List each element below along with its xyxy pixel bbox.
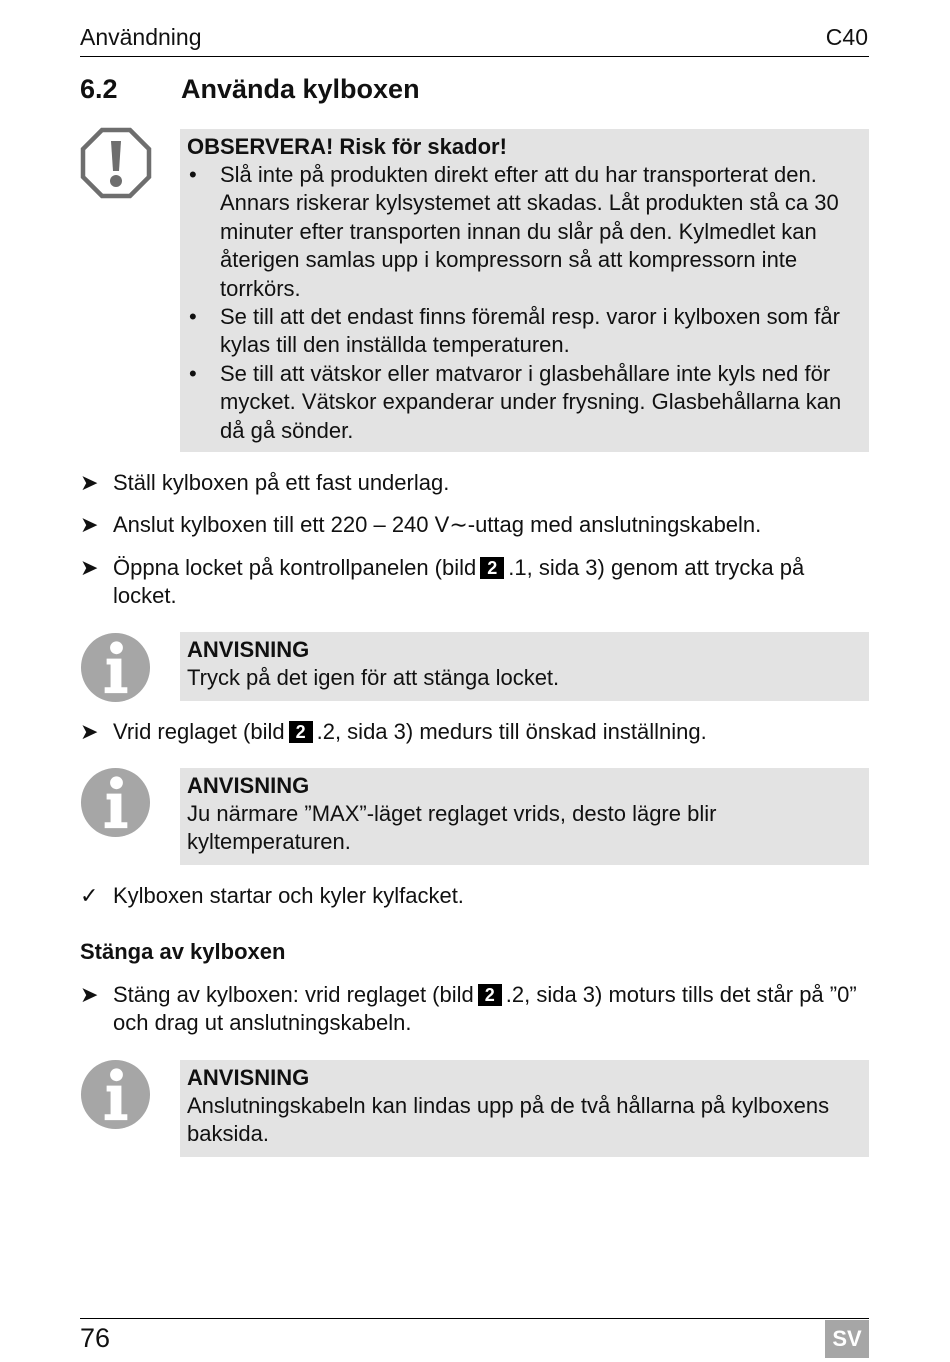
warning-title: OBSERVERA! Risk för skador!: [187, 134, 507, 159]
note-box: [180, 632, 869, 701]
arrow-icon: ➤: [80, 470, 99, 495]
language-badge: SV: [825, 1320, 869, 1358]
subheading: Stänga av kylboxen: [80, 939, 286, 964]
checkmark-icon: ✓: [80, 883, 99, 908]
bullet-icon: •: [189, 162, 197, 187]
info-icon: [80, 1059, 151, 1130]
figure-reference-badge: 2: [289, 721, 313, 743]
arrow-icon: ➤: [80, 555, 99, 580]
note-text: Tryck på det igen för att stänga locket.: [187, 665, 560, 690]
warning-list: [187, 161, 861, 445]
note-text: Ju närmare ”MAX”-läget reglaget vrids, desto lägre blir kyltemperaturen.: [187, 801, 717, 855]
arrow-icon: ➤: [80, 719, 99, 744]
header-model: C40: [825, 24, 868, 50]
figure-reference-badge: 2: [480, 557, 504, 579]
warning-box: [180, 129, 869, 452]
note-title: ANVISNING: [187, 637, 310, 662]
step-open-lid: ➤ Öppna locket på kontrollpanelen (bild 2 .1, sida 3) genom att trycka på locket.: [80, 555, 805, 609]
info-icon: [80, 767, 151, 838]
arrow-icon: ➤: [80, 982, 99, 1007]
step-place-coolbox: ➤ Ställ kylboxen på ett fast underlag.: [80, 469, 869, 497]
section-number: 6.2: [80, 74, 118, 104]
arrow-icon: ➤: [80, 512, 99, 537]
note-title: ANVISNING: [187, 1065, 310, 1090]
warning-item: • Se till att det endast finns föremål resp. varor i kylboxen som får kylas till den inställda temperaturen.: [189, 304, 840, 358]
bullet-icon: •: [189, 304, 197, 330]
header-divider: [80, 56, 869, 57]
figure-reference-badge: 2: [478, 984, 502, 1006]
info-icon: [80, 632, 151, 703]
section-title: Använda kylboxen: [181, 74, 420, 104]
note-text: Anslutningskabeln kan lindas upp på de två hållarna på kylboxens baksida.: [187, 1093, 830, 1147]
note-box: [180, 768, 869, 865]
note-box: [180, 1060, 869, 1157]
footer-divider: [80, 1318, 869, 1319]
step-turn-knob: ➤ Vrid reglaget (bild 2 .2, sida 3) medurs till önskad inställning.: [80, 718, 869, 746]
bullet-icon: •: [189, 360, 197, 386]
warning-item: • Se till att vätskor eller matvaror i glasbehållare inte kyls ned för mycket. Vätskor expanderar under frysning. Glasbehållarna kan då gå sönder.: [189, 360, 842, 443]
step-switch-off: ➤ Stäng av kylboxen: vrid reglaget (bild 2 .2, sida 3) moturs tills det står på ”0” och drag ut anslutningskabeln.: [80, 982, 857, 1036]
result-line: ✓ Kylboxen startar och kyler kylfacket.: [80, 882, 869, 910]
warning-octagon-icon: [80, 127, 152, 199]
warning-item: • Slå inte på produkten direkt efter att du har transporterat den. Annars riskerar kylsystemet att skadas. Låt produkten stå ca 30 minuter efter transporten innan du slår på den. Kylmedlet kan återigen samlas upp i kompressorn så att kompressorn inte torrkörs.: [189, 162, 839, 301]
page-number: 76: [80, 1323, 111, 1353]
step-connect-power: ➤ Anslut kylboxen till ett 220 – 240 V∼-uttag med anslutningskabeln.: [80, 511, 869, 539]
header-section-name: Användning: [80, 24, 202, 50]
note-title: ANVISNING: [187, 773, 310, 798]
